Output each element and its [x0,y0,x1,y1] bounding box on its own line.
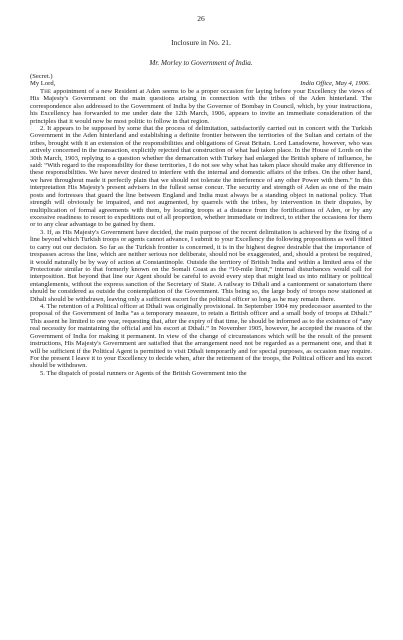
letter-body [30,88,372,377]
paragraph-text: 3. If, as His Majesty's Government have decided, the main purpose of the recent delimitation is achieved by the fixing of a line beyond which Turkish troops or agents cannot advance, I submit to your Excellency the following propositions as well fitted to carry out our decision. So far as the Turkish frontier is concerned, it is in the highest degree desirable that the importance of trespasses across the line, which are neither serious nor deliberate, should not be exaggerated, and, should a protest be required, it would naturally be by way of action at Constantinople. Outside the territory of British India and within a limited area of the Protectorate similar to that formerly known on the Somali Coast as the “10-mile limit,” internal disturbances would call for interposition. But beyond that line our Agent should be careful to avoid every step that might lead us into military or political entanglements, without the express sanction of the Secretary of State. A railway to Dthali and a cantonment or sanatorium there should be considered as outside the contemplation of the Government. This being so, the large body of troops now stationed at Dthali should be withdrawn, leaving only a sufficient escort for the political officer so long as he may remain there. [30,228,372,303]
paragraph-text: 2. It appears to be supposed by some that the process of delimitation, satisfactorily carried out in concert with the Turkish Government in the Aden hinterland and establishing a definite frontier between the territories of the Sultan and certain of the tribes, brought with it an extension of the responsibilities and obligations of Great Britain. Lord Lansdowne, however, who was actively concerned in the transaction, explicitly rejected that construction of what had taken place. In the House of Lords on the 30th March, 1903, replying to a question whether the demarcation with Turkey had enlarged the British sphere of influence, he said: “With regard to the responsibility for these territories, I do not see why what has taken place should make any difference in these responsibilities. We have never desired to interfere with the internal and domestic affairs of the tribes. On the other hand, we have throughout made it perfectly plain that we should not tolerate the interference of any other Power with them.” In this interpretation His Majesty's present advisers in the fullest sense concur. The security and strength of Aden as one of the main posts and fortresses that guard the line between England and India must always be a standing object in national policy. That strength will obviously be impaired, and not augmented, by quarrels with the tribes, by intervention in their disputes, by multiplication of formal agreements with them, by locating troops at a distance from the fortifications of Aden, or by any excessive readiness to resort to expeditions out of all proportion, whether immediate or indirect, to either the occasions for them or to any clear advantage to be gained by them. [30,124,372,229]
paragraph-text: 5. The dispatch of postal runners or Agents of the British Government into the [40,369,247,377]
page-number: 26 [197,14,205,23]
letter-heading: Mr. Morley to Government of India. [149,59,253,67]
salutation: My Lord, [30,80,56,88]
secret-marking: (Secret.) [30,73,53,80]
paragraph-3 [30,229,372,303]
paragraph-text: appointment of a new Resident at Aden seems to be a proper occasion for laying before your Excellency the views of His Majesty's Government on the main questions arising in connection with the tribes of the Aden hinterland. The correspondence also addressed to the Government of India by the Governor of Bombay in Council, which, by your instructions, his Excellency has forwarded to me under date the 12th March, 1906, appears to invite an immediate consideration of the principles that it would now be most politic to follow in that region. [30,87,372,125]
paragraph-1 [30,88,372,125]
paragraph-2 [30,125,372,229]
salutation-line [30,80,372,87]
document-page [30,14,372,377]
paragraph-text: 4. The retention of a Political officer at Dthali was originally provisional. In September 1904 my predecessor assented to the proposal of the Government of India “as a temporary measure, to retain a British officer and a small body of troops at Dthali.” This assent he limited to one year, requesting that, after the expiry of that time, he should be informed as to the existence of “any real necessity for maintaining the official and his escort at Dthali.” In November 1905, however, he accepted the reasons of the Government of India for making it permanent. In view of the change of circumstances which will be the result of the present instructions, His Majesty's Government are satisfied that the arrangement need not be regarded as a permanent one, and that it will be sufficient if the Political Agent is permitted to visit Dthali temporarily and for special purposes, as occasion may require. For the present I leave it to your Excellency to decide when, after the retirement of the troops, the Political officer and his escort should be withdrawn. [30,303,372,370]
date-line: India Office, May 4, 1906. [300,80,370,88]
paragraph-4 [30,303,372,370]
paragraph-lead: The [40,87,52,95]
inclosure-title: Inclosure in No. 21. [171,38,231,47]
paragraph-5 [30,370,372,377]
